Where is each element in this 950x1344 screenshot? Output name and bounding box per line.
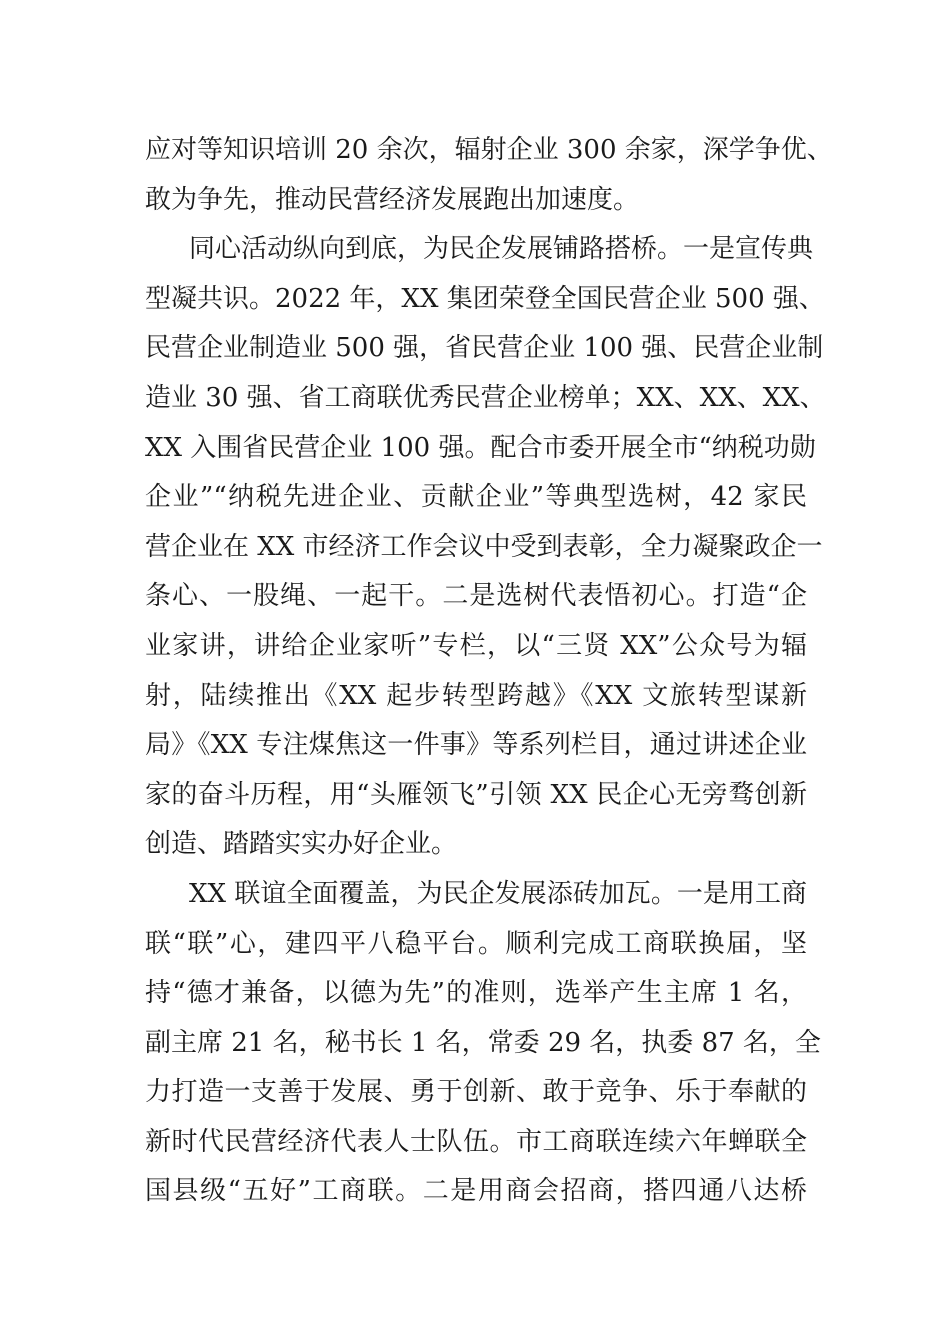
body-text (145, 126, 833, 1217)
text-line: 副主席 21 名，秘书长 1 名，常委 29 名，执委 87 名，全 (145, 1027, 821, 1058)
text-line: 业家讲，讲给企业家听”专栏，以“三贤 XX”公众号为辐 (145, 630, 807, 661)
text-line: 新时代民营经济代表人士队伍。市工商联连续六年蝉联全 (145, 1126, 807, 1157)
text-line: 局》《XX 专注煤焦这一件事》等系列栏目，通过讲述企业 (145, 730, 807, 761)
text-line: 持“德才兼备，以德为先”的准则，选举产生主席 1 名， (145, 978, 807, 1009)
text-line: 造业 30 强、省工商联优秀民营企业榜单；XX、XX、XX、 (145, 382, 826, 413)
text-line: 企业”“纳税先进企业、贡献企业”等典型选树，42 家民 (145, 482, 807, 513)
text-line: XX 联谊全面覆盖，为民企发展添砖加瓦。一是用工商 (189, 878, 807, 909)
text-line: 同心活动纵向到底，为民企发展铺路搭桥。一是宣传典 (189, 234, 814, 265)
text-line: 联“联”心，建四平八稳平台。顺利完成工商联换届，坚 (145, 928, 807, 959)
text-line: 型凝共识。2022 年，XX 集团荣登全国民营企业 500 强、 (145, 283, 825, 314)
text-line: 敢为争先，推动民营经济发展跑出加速度。 (145, 184, 640, 215)
text-line: 营企业在 XX 市经济工作会议中受到表彰，全力凝聚政企一 (145, 531, 823, 562)
text-line: 射，陆续推出《XX 起步转型跨越》《XX 文旅转型谋新 (145, 680, 807, 711)
text-line: 创造、踏踏实实办好企业。 (145, 829, 458, 860)
text-line: 民营企业制造业 500 强，省民营企业 100 强、民营企业制 (145, 333, 824, 364)
text-line: 应对等知识培训 20 余次，辐射企业 300 余家，深学争优、 (145, 135, 833, 165)
text-line: 家的奋斗历程，用“头雁领飞”引领 XX 民企心无旁骛创新 (145, 779, 807, 810)
text-line: 条心、一股绳、一起干。二是选树代表悟初心。打造“企 (145, 581, 807, 612)
text-line: 国县级“五好”工商联。二是用商会招商，搭四通八达桥 (145, 1176, 807, 1207)
text-line: XX 入围省民营企业 100 强。配合市委开展全市“纳税功勋 (145, 432, 816, 463)
text-line: 力打造一支善于发展、勇于创新、敢于竞争、乐于奉献的 (145, 1077, 807, 1108)
